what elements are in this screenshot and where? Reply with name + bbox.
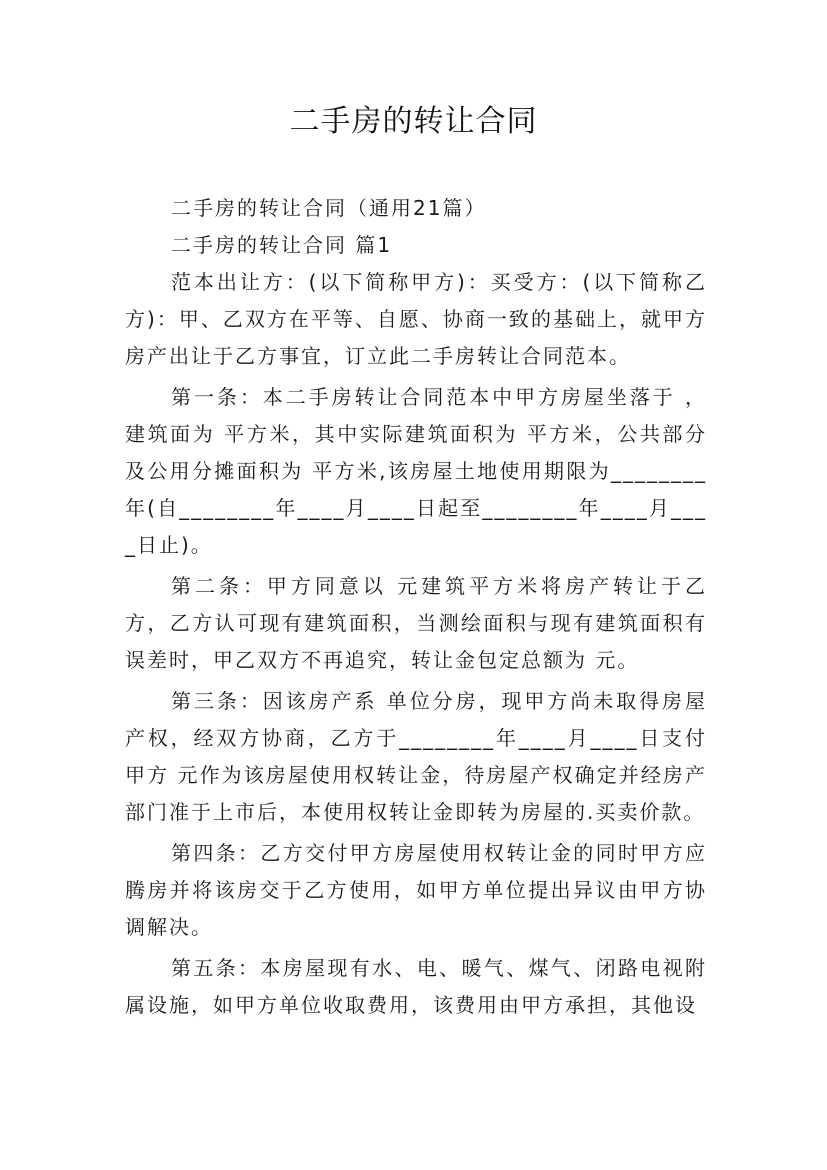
- document-subtitle: 二手房的转让合同（通用21篇）: [171, 196, 487, 220]
- document-body: [125, 190, 707, 1024]
- article-1-paragraph: 第一条：本二手房转让合同范本中甲方房屋坐落于 ，建筑面为 平方米，其中实际建筑面积为 平方米，公共部分及公用分摊面积为 平方米,该房屋土地使用期限为________年(自________年____月____日起至________年____月____日止)。: [125, 385, 707, 557]
- document-title: 二手房的转让合同: [289, 104, 538, 139]
- article-3-paragraph: 第三条：因该房产系 单位分房，现甲方尚未取得房屋产权，经双方协商，乙方于________年____月____日支付甲方 元作为该房屋使用权转让金，待房屋产权确定并经房产部门准于上市后，本使用权转让金即转为房屋的.买卖价款。: [125, 689, 707, 824]
- parties-paragraph: 范本出让方：(以下简称甲方)：买受方：(以下简称乙方)：甲、乙双方在平等、自愿、协商一致的基础上，就甲方房产出让于乙方事宜，订立此二手房转让合同范本。: [125, 270, 707, 368]
- section-heading: 二手房的转让合同 篇1: [171, 233, 393, 257]
- article-4-paragraph: 第四条：乙方交付甲方房屋使用权转让金的同时甲方应腾房并将该房交于乙方使用，如甲方单位提出异议由甲方协调解决。: [125, 841, 707, 939]
- article-2-paragraph: 第二条：甲方同意以 元建筑平方米将房产转让于乙方，乙方认可现有建筑面积，当测绘面积与现有建筑面积有误差时，甲乙双方不再追究，转让金包定总额为 元。: [125, 574, 707, 672]
- article-5-paragraph: 第五条：本房屋现有水、电、暖气、煤气、闭路电视附属设施，如甲方单位收取费用，该费用由甲方承担，其他设: [125, 956, 707, 1017]
